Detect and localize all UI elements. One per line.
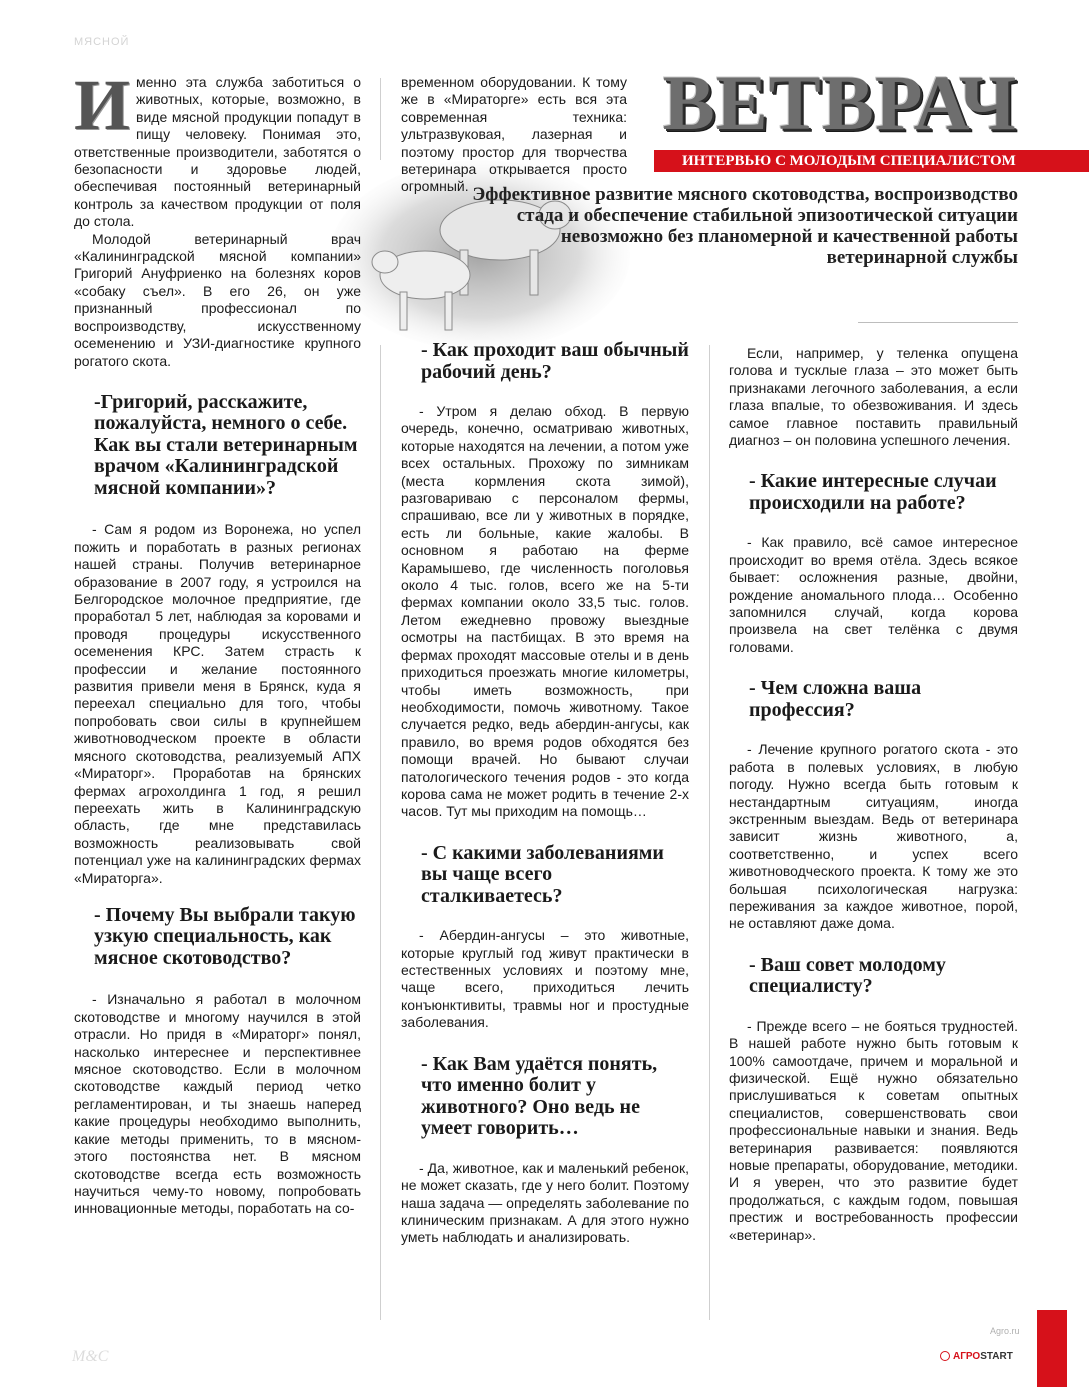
question-heading: - Как Вам удаётся понять, что именно болит у животного? Оно ведь не умеет говорить… bbox=[421, 1052, 658, 1140]
page-edge-tab bbox=[1037, 1310, 1067, 1387]
column-2-top bbox=[401, 74, 627, 196]
intro-paragraph: менно эта служба заботиться о животных, которые, возможно, в виде мясной продукции попадут в пищу человеку. Понимая это, ответственные производители, заботятся о безопасности и здоровье людей, обеспечивая постоянный ветеринарный контроль за качеством продукции от поля до стола. bbox=[74, 74, 361, 230]
answer-paragraph: - Абердин-ангусы – это животные, которые круглый год живут практически в естественных условиях и поэтому мне, чаще всего, приходиться лечить конъюнктивиты, травмы ног и простудные заболевания. bbox=[401, 927, 689, 1031]
column-divider bbox=[709, 345, 710, 1320]
answer-paragraph: - Прежде всего – не бояться трудностей. В нашей работе нужно быть готовым к 100% самоотдаче, причем и моральной и физической. Ещё нужно обязательно прислушиваться к советам опытных специалистов, совершенствовать свои профессиональные навыки и знания. Ведь ветеринария развивается: появляются новые препараты, оборудование, методики. И я уверен, что это развитие будет продолжаться, с каждым годом, повышая престиж и востребованность профессии «ветеринар». bbox=[729, 1017, 1018, 1243]
brand-part-a: АГРО bbox=[953, 1351, 981, 1362]
body-paragraph: Если, например, у теленка опущена голова и тусклые глаза – это может быть признаками легочного заболевания, а если глаза впалые, то обезвоживания. И здесь самое главное поставить правильный диагноз – он половина успешного лечения. bbox=[729, 345, 1018, 449]
subtitle-bar: ИНТЕРВЬЮ С МОЛОДЫМ СПЕЦИАЛИСТОМ bbox=[654, 150, 1089, 172]
question-heading: - Почему Вы выбрали такую узкую специальность, как мясное скотоводство? bbox=[94, 903, 356, 969]
question-heading: - Ваш совет молодому специалисту? bbox=[749, 953, 946, 998]
answer-paragraph: - Лечение крупного рогатого скота - это работа в полевых условиях, в любую погоду. Нужно всегда быть готовым к нестандартным ситуациям, иногда экстренным выездам. Ведь от ветеринара зависит жизнь животного, а, соответственно, и успех всего животноводческого проекта. К тому же это большая психологическая нагрузка: переживания за каждое животное, порой, не оставляют даже дома. bbox=[729, 741, 1018, 932]
answer-paragraph: - Сам я родом из Воронежа, но успел пожить и поработать в разных регионах нашей страны. Получив ветеринарное образование в 2007 году, я устроился на Белгородское молочное предприятие, где проработал 5 лет, наблюдая за коровами и проводя процедуры искусственного осеменения КРС. Затем страсть к профессии и желание постоянного развития привели меня в Брянск, куда я переехал специально для того, чтобы попробовать свои силы в крупнейшем животноводческом проекте в области мясного скотоводства, реализуемый АПХ «Мираторг». Проработав на брянских фермах агрохолдинга 1 год, я решил переехать жить в Калининградскую область, где мне представилась возможность реализовывать свой потенциал уже на калининградских фермах «Мираторга». bbox=[74, 521, 361, 886]
column-1 bbox=[74, 65, 361, 1218]
question-heading: -Григорий, расскажите, пожалуйста, немного о себе. Как вы стали ветеринарным врачом «Калининградской мясной компании»? bbox=[94, 390, 358, 499]
brand-part-b: START bbox=[980, 1351, 1013, 1362]
answer-paragraph: - Утром я делаю обход. В первую очередь, конечно, осматриваю животных, которые находятся на лечении, а потом уже всех остальных. Прохожу по зимникам (места кормления скота зимой), разговариваю с персоналом фермы, спрашиваю, все ли у животных в порядке, есть ли больные, какие жалобы. В основном я работаю на ферме Карамышево, где численность поголовья около 4 тыс. голов, всего же на 5-ти фермах компании около 33,5 тыс. голов. Летом ежедневно провожу выездные осмотры на пастбищах. В это время на фермах проходят массовые отелы и в день приходиться проезжать многие километры, чтобы иметь возможность, при необходимости, помочь животному. Такое случается редко, ведь абердин-ангусы, как правило, во время родов обходятся без помощи врачей. Но бывают случаи патологического течения родов - это когда корова сама не может родить в течение 2-х часов. Тут мы приходим на помощь… bbox=[401, 403, 689, 820]
column-divider bbox=[380, 78, 381, 160]
question-heading: - Какие интересные случаи происходили на работе? bbox=[749, 470, 997, 514]
drop-cap: И bbox=[74, 65, 131, 145]
answer-paragraph: - Да, животное, как и маленький ребенок, не может сказать, где у него болит. Поэтому наша задача — определять заболевание по клиническим признакам. А для этого нужно уметь наблюдать и анализировать. bbox=[401, 1159, 689, 1246]
lead-paragraph: Эффективное развитие мясного скотоводства, воспроизводство стада и обеспечение стабильной эпизоотической ситуации невозможно без планомерной и качественной работы ветеринарной службы bbox=[472, 184, 1018, 268]
question-heading: - Как проходит ваш обычный рабочий день? bbox=[421, 339, 689, 383]
column-2 bbox=[401, 340, 689, 1247]
question-heading: - Чем сложна ваша профессия? bbox=[749, 677, 922, 721]
body-paragraph: временном оборудовании. К тому же в «Мираторге» есть вся эта современная техника: ультразвуковая, лазерная и поэтому простор для творчества ветеринара открывается просто огромный. bbox=[401, 74, 627, 195]
page-title: ВЕТВРАЧ bbox=[662, 59, 1018, 146]
running-header: МЯСНОЙ bbox=[74, 36, 130, 48]
site-label: Agro.ru bbox=[990, 1326, 1020, 1336]
question-heading: - С какими заболеваниями вы чаще всего сталкиваетесь? bbox=[421, 841, 664, 907]
lead-divider bbox=[858, 322, 1018, 323]
answer-paragraph: - Изначально я работал в молочном скотоводстве и многому научился в этой отрасли. Но придя в «Мираторг» понял, насколько интереснее и перспективнее мясное скотоводство. Если в молочном скотоводстве каждый период четко регламентирован, и ты знаешь наперед какие процедуры необходимо выполнить, какие методы применить, то в мясном- этого постоянства нет. В мясном скотоводстве всегда есть возможность научиться чему-то новому, попробовать инновационные методы, поработать на со- bbox=[74, 991, 361, 1217]
intro-paragraph: Молодой ветеринарный врач «Калининградской мясной компании» Григорий Ануфриенко на болезнях коров «собаку съел». В его 26, он уже признанный профессионал по воспроизводству, искусственному осеменению и УЗИ-диагностике крупного рогатого скота. bbox=[74, 230, 361, 369]
column-3 bbox=[729, 345, 1018, 1244]
brand-logo bbox=[940, 1351, 1013, 1362]
brand-icon bbox=[940, 1351, 950, 1361]
column-divider bbox=[380, 345, 381, 1320]
answer-paragraph: - Как правило, всё самое интересное происходит во время отёла. Здесь всякое бывает: осложнения разные, двойни, рождение аномального плода… Особенно запомнился случай, когда корова произвела на свет телёнка с двумя головами. bbox=[729, 534, 1018, 655]
footer-logo: М&С bbox=[72, 1348, 109, 1365]
